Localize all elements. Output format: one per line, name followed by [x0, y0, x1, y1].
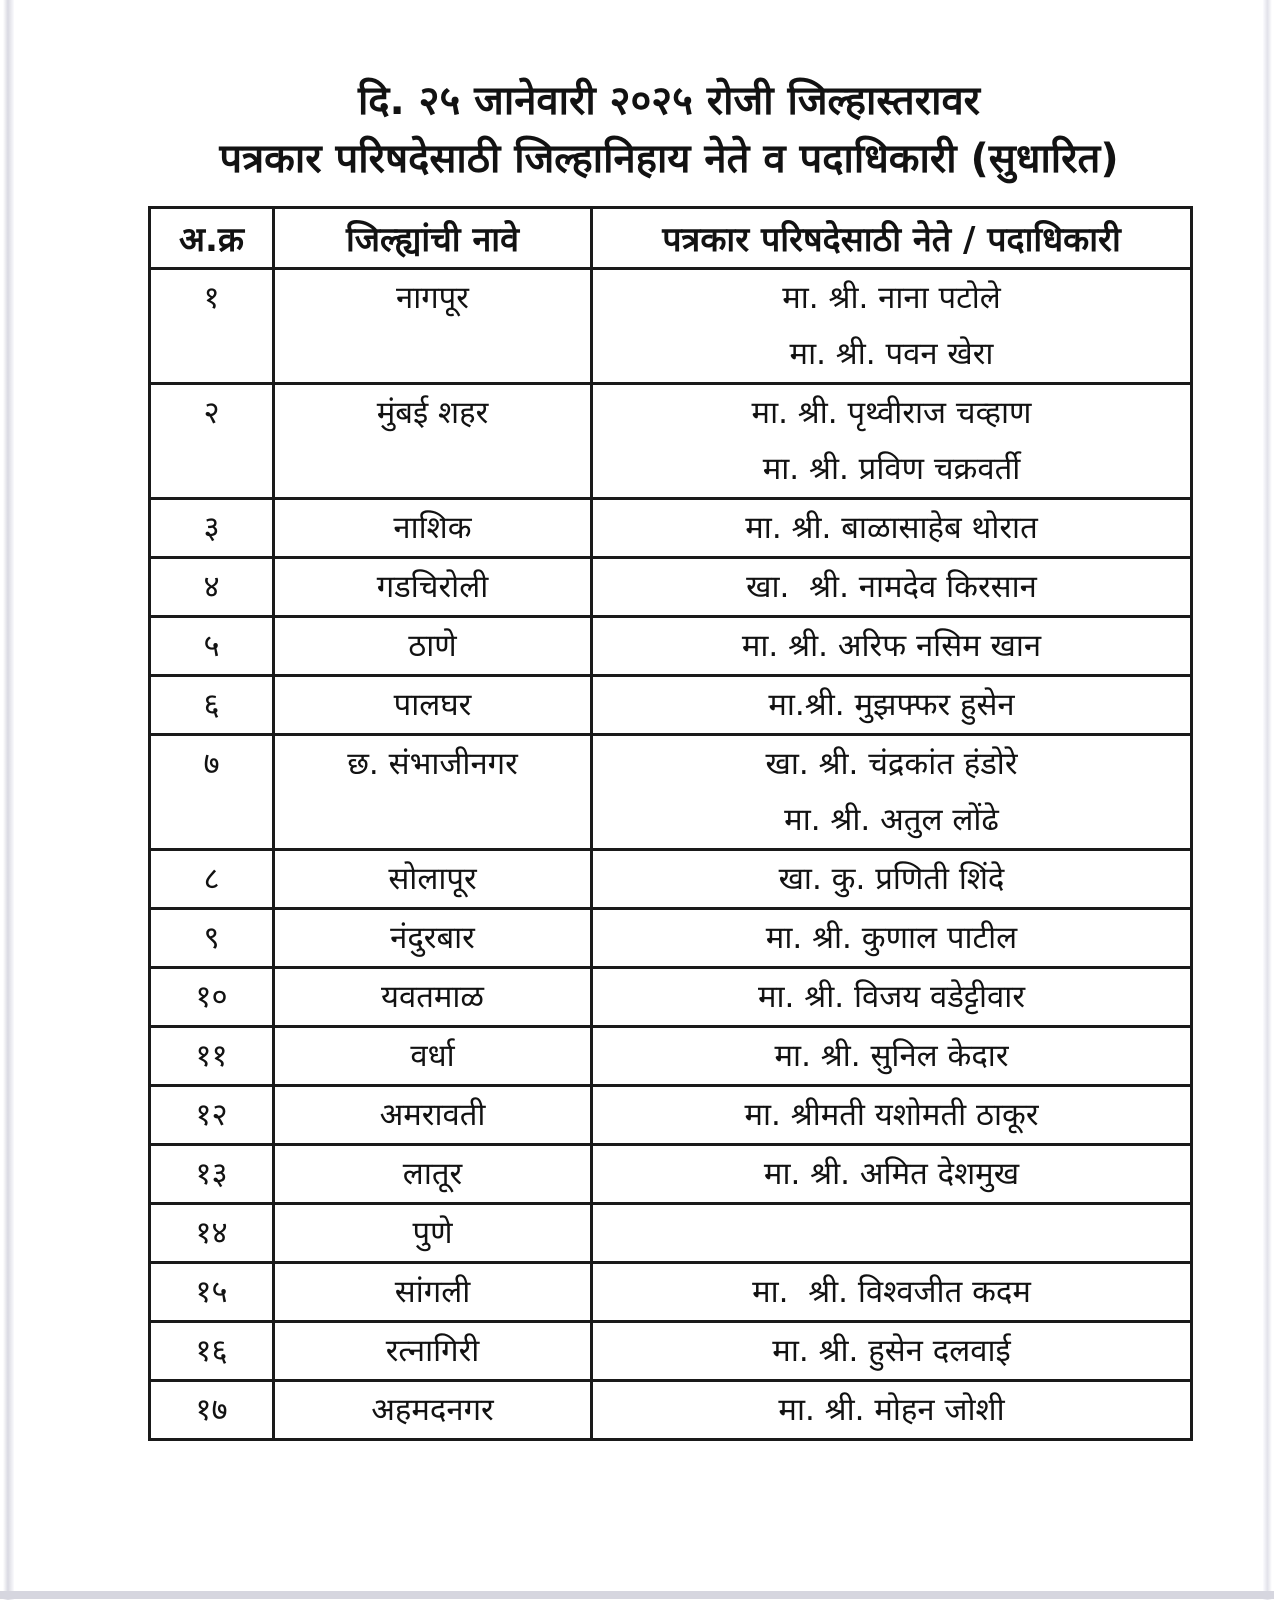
table-row — [150, 617, 1192, 676]
district-cell: नाशिक — [274, 499, 592, 558]
leaders-cell — [592, 909, 1192, 968]
table-row — [150, 968, 1192, 1027]
document-title-line-1: दि. २५ जानेवारी २०२५ रोजी जिल्हास्तरावर — [357, 78, 981, 124]
table-row — [150, 1086, 1192, 1145]
leader-line: मा. श्री. अतुल लोंढे — [784, 802, 999, 838]
table-row — [150, 558, 1192, 617]
leaders-cell — [592, 1204, 1192, 1263]
table-row — [150, 909, 1192, 968]
serial-cell: १७ — [150, 1381, 274, 1440]
district-cell: नागपूर — [274, 269, 592, 384]
table-row — [150, 1027, 1192, 1086]
leader-line: मा. श्री. अरिफ नसिम खान — [741, 628, 1042, 664]
header-cell-district: जिल्ह्यांची नावे — [274, 208, 592, 269]
district-cell: अमरावती — [274, 1086, 592, 1145]
table-row — [150, 1145, 1192, 1204]
district-cell: सोलापूर — [274, 850, 592, 909]
leaders-cell — [592, 617, 1192, 676]
leader-line: मा. श्री. अमित देशमुख — [763, 1156, 1020, 1192]
leader-line: मा. श्री. कुणाल पाटील — [765, 920, 1018, 956]
serial-cell: २ — [150, 384, 274, 499]
table-row — [150, 499, 1192, 558]
table-row — [150, 269, 1192, 384]
leader-line: खा. श्री. नामदेव किरसान — [746, 569, 1037, 605]
district-cell: अहमदनगर — [274, 1381, 592, 1440]
leader-line — [593, 1205, 1190, 1261]
leader-line: मा. श्री. विश्वजीत कदम — [752, 1274, 1031, 1310]
leader-line: मा. श्री. सुनिल केदार — [774, 1038, 1009, 1074]
table-row — [150, 1263, 1192, 1322]
serial-cell: १५ — [150, 1263, 274, 1322]
leader-line: मा. श्री. बाळासाहेब थोरात — [745, 510, 1038, 546]
serial-cell: १२ — [150, 1086, 274, 1145]
district-cell: छ. संभाजीनगर — [274, 735, 592, 850]
leaders-cell — [592, 850, 1192, 909]
leaders-cell — [592, 269, 1192, 384]
district-cell: वर्धा — [274, 1027, 592, 1086]
district-cell: पालघर — [274, 676, 592, 735]
district-cell: पुणे — [274, 1204, 592, 1263]
table-row — [150, 735, 1192, 850]
leader-line: खा. कु. प्रणिती शिंदे — [778, 861, 1005, 897]
leader-line: मा. श्रीमती यशोमती ठाकूर — [744, 1097, 1039, 1133]
serial-cell: १० — [150, 968, 274, 1027]
district-cell: गडचिरोली — [274, 558, 592, 617]
leaders-table — [148, 206, 1193, 1441]
leaders-cell — [592, 499, 1192, 558]
table-row — [150, 676, 1192, 735]
leaders-cell — [592, 558, 1192, 617]
document — [148, 76, 1190, 1441]
serial-cell: ३ — [150, 499, 274, 558]
page-edge-left — [3, 0, 14, 1600]
page-edge-right — [1263, 0, 1272, 1600]
leaders-cell — [592, 1086, 1192, 1145]
district-cell: लातूर — [274, 1145, 592, 1204]
district-cell: सांगली — [274, 1263, 592, 1322]
leader-line: मा. श्री. मोहन जोशी — [778, 1392, 1005, 1428]
serial-cell: ६ — [150, 676, 274, 735]
serial-cell: ८ — [150, 850, 274, 909]
serial-cell: ९ — [150, 909, 274, 968]
leader-line: मा. श्री. विजय वडेट्टीवार — [757, 979, 1025, 1015]
serial-cell: ४ — [150, 558, 274, 617]
header-cell-serial: अ.क्र — [150, 208, 274, 269]
leader-line: मा. श्री. नाना पटोले — [782, 280, 1001, 316]
leaders-cell — [592, 1263, 1192, 1322]
district-cell: नंदुरबार — [274, 909, 592, 968]
table-row — [150, 384, 1192, 499]
table-header-row — [150, 208, 1192, 269]
leader-line: मा. श्री. पवन खेरा — [789, 336, 994, 372]
leaders-cell — [592, 1322, 1192, 1381]
leaders-cell — [592, 735, 1192, 850]
leaders-cell — [592, 676, 1192, 735]
serial-cell: ७ — [150, 735, 274, 850]
leaders-cell — [592, 1145, 1192, 1204]
page-edge-bottom — [0, 1591, 1274, 1599]
leaders-cell — [592, 384, 1192, 499]
header-cell-leaders: पत्रकार परिषदेसाठी नेते / पदाधिकारी — [592, 208, 1192, 269]
district-cell: यवतमाळ — [274, 968, 592, 1027]
leaders-cell — [592, 968, 1192, 1027]
leader-line: मा. श्री. पृथ्वीराज चव्हाण — [751, 395, 1032, 431]
leader-line: खा. श्री. चंद्रकांत हंडोरे — [765, 746, 1018, 782]
serial-cell: १३ — [150, 1145, 274, 1204]
serial-cell: ५ — [150, 617, 274, 676]
leader-line: मा. श्री. हुसेन दलवाई — [772, 1333, 1011, 1369]
leader-line: मा.श्री. मुझफ्फर हुसेन — [768, 687, 1015, 723]
leaders-cell — [592, 1381, 1192, 1440]
serial-cell: ११ — [150, 1027, 274, 1086]
district-cell: रत्नागिरी — [274, 1322, 592, 1381]
table-row — [150, 850, 1192, 909]
leaders-cell — [592, 1027, 1192, 1086]
serial-cell: १६ — [150, 1322, 274, 1381]
document-title-line-2: पत्रकार परिषदेसाठी जिल्हानिहाय नेते व पदाधिकारी (सुधारित) — [219, 136, 1119, 182]
serial-cell: १ — [150, 269, 274, 384]
table-row — [150, 1322, 1192, 1381]
district-cell: मुंबई शहर — [274, 384, 592, 499]
serial-cell: १४ — [150, 1204, 274, 1263]
table-row — [150, 1204, 1192, 1263]
leader-line: मा. श्री. प्रविण चक्रवर्ती — [762, 451, 1021, 487]
table-row — [150, 1381, 1192, 1440]
district-cell: ठाणे — [274, 617, 592, 676]
